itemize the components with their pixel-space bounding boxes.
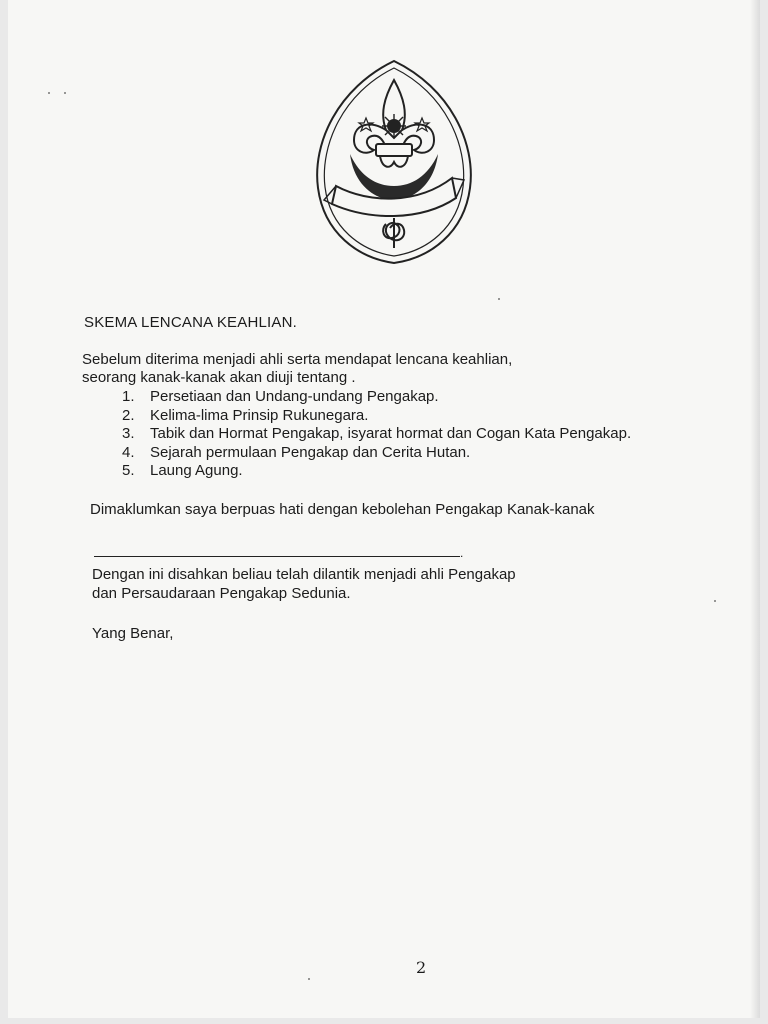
intro-paragraph xyxy=(82,351,682,387)
list-item-text: Kelima-lima Prinsip Rukunegara. xyxy=(150,406,369,424)
scan-speck xyxy=(48,92,50,94)
list-item-number: 2. xyxy=(122,406,135,424)
certification-paragraph xyxy=(92,565,732,603)
certification-line: dan Persaudaraan Pengakap Sedunia. xyxy=(92,585,351,602)
signature-line xyxy=(94,556,460,557)
list-item xyxy=(108,407,760,426)
certification-line: Dengan ini disahkan beliau telah dilantik menjadi ahli Pengakap xyxy=(92,566,516,583)
scout-emblem-icon xyxy=(310,58,478,266)
list-item-text: Tabik dan Hormat Pengakap, isyarat hormat dan Cogan Kata Pengakap. xyxy=(150,425,632,442)
list-item-text: Sejarah permulaan Pengakap dan Cerita Hutan. xyxy=(150,443,471,461)
list-item xyxy=(108,444,760,463)
list-item xyxy=(108,388,760,407)
list-item xyxy=(108,425,760,444)
page-number: 2 xyxy=(416,958,427,977)
closing-salutation: Yang Benar, xyxy=(92,625,174,642)
page-edge-shadow xyxy=(750,0,760,1018)
scan-speck xyxy=(498,298,500,300)
signature-line-dot: . xyxy=(460,546,464,560)
list-item-number: 5. xyxy=(122,462,135,479)
list-item-number: 4. xyxy=(122,443,135,461)
page-heading: SKEMA LENCANA KEAHLIAN. xyxy=(84,314,298,331)
intro-line: seorang kanak-kanak akan diuji tentang . xyxy=(82,369,356,386)
scan-speck xyxy=(64,92,66,94)
intro-line: Sebelum diterima menjadi ahli serta mendapat lencana keahlian, xyxy=(82,351,513,368)
scan-speck xyxy=(714,600,716,602)
list-item-text: Persetiaan dan Undang-undang Pengakap. xyxy=(150,388,439,405)
satisfaction-statement: Dimaklumkan saya berpuas hati dengan kebolehan Pengakap Kanak-kanak xyxy=(90,501,595,518)
scan-speck xyxy=(308,978,310,980)
criteria-list xyxy=(108,388,760,481)
document-page xyxy=(8,0,760,1018)
list-item-number: 1. xyxy=(122,388,135,405)
list-item-number: 3. xyxy=(122,425,135,442)
list-item-text: Laung Agung. xyxy=(150,462,243,479)
list-item xyxy=(108,462,760,481)
